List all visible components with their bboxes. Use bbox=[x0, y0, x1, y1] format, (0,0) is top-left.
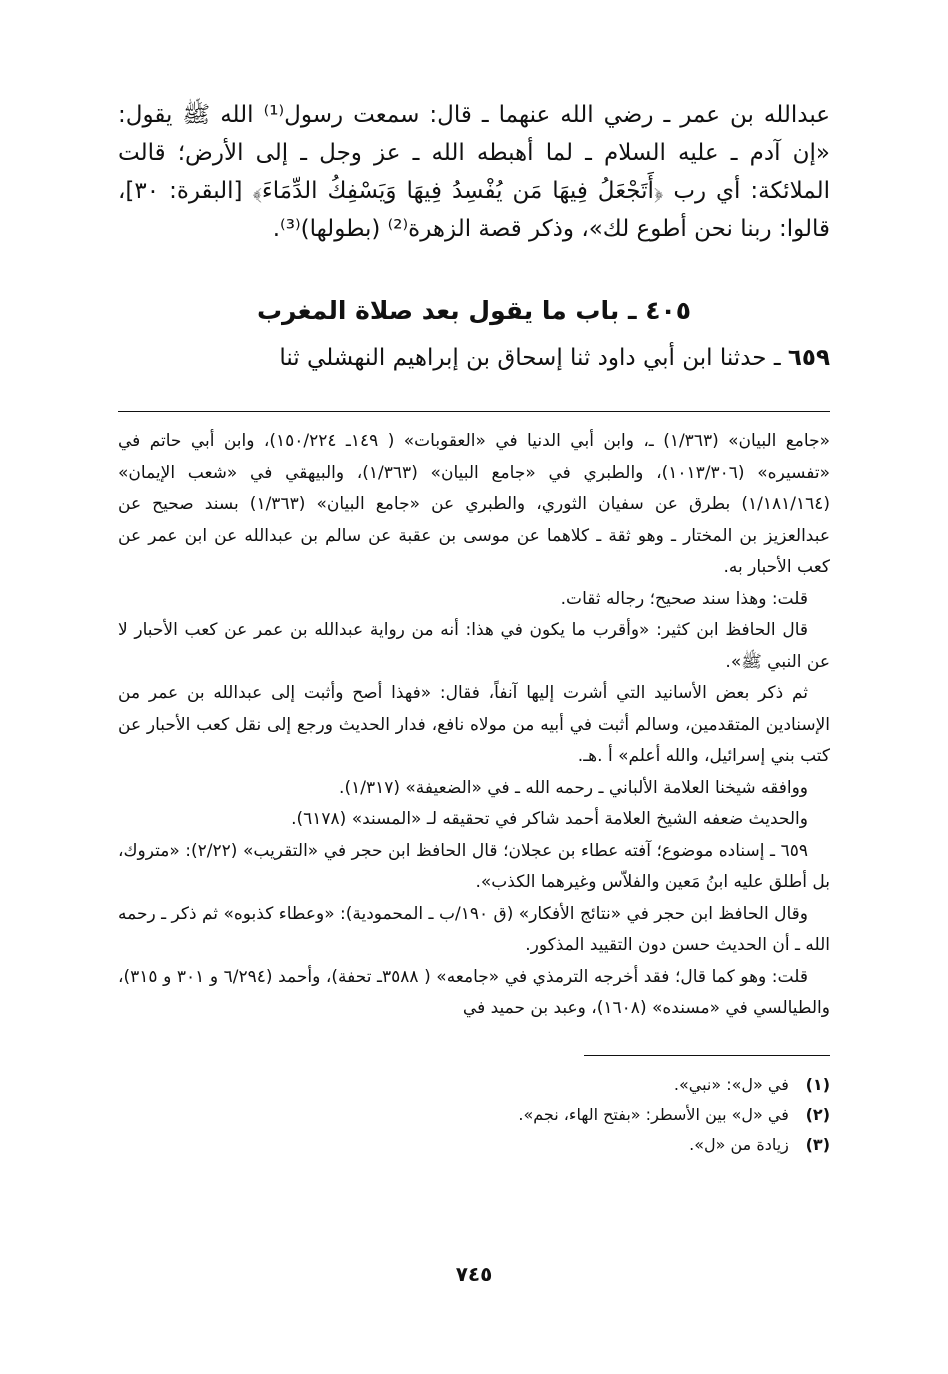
note-paragraph: «جامع البيان» (١/٣٦٣) ـ، وابن أبي الدنيا في «العقوبات» ( ١٤٩ـ ١٥٠/٢٢٤)، وابن أبي حاتم في «تفسيره» (١٠١٣/٣٠٦)، والطبري في «جامع البيان» (١/٣٦٣)، والبيهقي في «شعب الإيمان» (١/١٨١/١٦٤) بطرق عن سفيان الثوري، والطبري عن «جامع البيان» (١/٣٦٣) بسند صحيح عن عبدالعزيز بن المختار ـ وهو ثقة ـ كلاهما عن موسى بن عقبة عن سالم بن عبدالله عن ابن عمر عن كعب الأحبار به. bbox=[118, 431, 831, 577]
note-paragraph: ثم ذكر بعض الأسانيد التي أشرت إليها آنفاً، فقال: «فهذا أصح وأثبت إلى عبدالله بن عمر من الإسنادين المتقدمين، وسالم أثبت في أبيه من مولاه نافع، فدار الحديث ورجع إلى نقل كعب الأحبار عن كتب بني إسرائيل، والله أعلم» أ .هـ. bbox=[118, 683, 830, 766]
main-text bbox=[118, 96, 830, 248]
page-content bbox=[118, 96, 830, 1160]
footnote-number: (١) bbox=[805, 1074, 830, 1094]
footnotes bbox=[118, 1070, 830, 1160]
page-number: ٧٤٥ bbox=[455, 1262, 493, 1286]
note-paragraph: قلت: وهو كما قال؛ فقد أخرجه الترمذي في «جامعه» ( ٣٥٨٨ـ تحفة)، وأحمد (٦/٢٩٤ و ٣٠١ و ٣١٥)، والطيالسي في «مسنده» (١٦٠٨)، وعبد بن حميد في bbox=[118, 966, 830, 1018]
footnote-text: في «ل» بين الأسطر: «بفتح الهاء، نجم». bbox=[518, 1104, 789, 1124]
chapter-title: ٤٠٥ ـ باب ما يقول بعد صلاة المغرب bbox=[256, 296, 692, 325]
hadith-line bbox=[118, 339, 830, 377]
hadith-text: ـ حدثنا ابن أبي داود ثنا إسحاق بن إبراهيم النهشلي ثنا bbox=[279, 345, 781, 371]
footnote-item bbox=[118, 1130, 830, 1160]
footnote-divider bbox=[584, 1055, 830, 1056]
notes-divider bbox=[118, 411, 830, 412]
note-paragraph: والحديث ضعفه الشيخ العلامة أحمد شاكر في تحقيقه لـ «المسند» (٦١٧٨). bbox=[291, 809, 808, 829]
note-paragraph: وقال الحافظ ابن حجر في «نتائج الأفكار» (ق ١٩٠/ب ـ المحمودية): «وعطاء كذبوه» ثم ذكر ـ رحمه الله ـ أن الحديث حسن دون التقييد المذكور. bbox=[118, 903, 830, 955]
hadith-number: ٦٥٩ bbox=[787, 345, 830, 371]
footnote-text: في «ل»: «نبي». bbox=[673, 1074, 789, 1094]
commentary bbox=[118, 426, 830, 1025]
footnote-item bbox=[118, 1100, 830, 1130]
note-paragraph: قال الحافظ ابن كثير: «وأقرب ما يكون في هذا: أنه من رواية عبدالله بن عمر عن كعب الأحبار لا عن النبي ﷺ». bbox=[118, 620, 830, 672]
main-paragraph: عبدالله بن عمر ـ رضي الله عنهما ـ قال: سمعت رسول⁽¹⁾ الله ﷺ يقول: «إن آدم ـ عليه السلام ـ لما أهبطه الله ـ عز وجل ـ إلى الأرض؛ قالت الملائكة: أي رب ﴿أَتَجْعَلُ فِيهَا مَن يُفْسِدُ فِيهَا وَيَسْفِكُ الدِّمَاءَ﴾ [البقرة: ٣٠]، قالوا: ربنا نحن أطوع لك»، وذكر قصة الزهرة⁽²⁾ (بطولها)⁽³⁾. bbox=[118, 102, 830, 242]
footnote-item bbox=[118, 1070, 830, 1100]
note-paragraph: ٦٥٩ ـ إسناده موضوع؛ آفته عطاء بن عجلان؛ قال الحافظ ابن حجر في «التقريب» (٢/٢٢): «متروك، بل أطلق عليه ابنُ مَعين والفلاّس وغيرهما الكذب». bbox=[118, 840, 830, 892]
note-paragraph: قلت: وهذا سند صحيح؛ رجاله ثقات. bbox=[560, 588, 808, 609]
note-paragraph: ووافقه شيخنا العلامة الألباني ـ رحمه الله ـ في «الضعيفة» (١/٣١٧). bbox=[339, 777, 808, 798]
footnote-number: (٣) bbox=[805, 1134, 830, 1154]
footnote-number: (٢) bbox=[805, 1104, 830, 1124]
footnote-text: زيادة من «ل». bbox=[689, 1134, 789, 1154]
